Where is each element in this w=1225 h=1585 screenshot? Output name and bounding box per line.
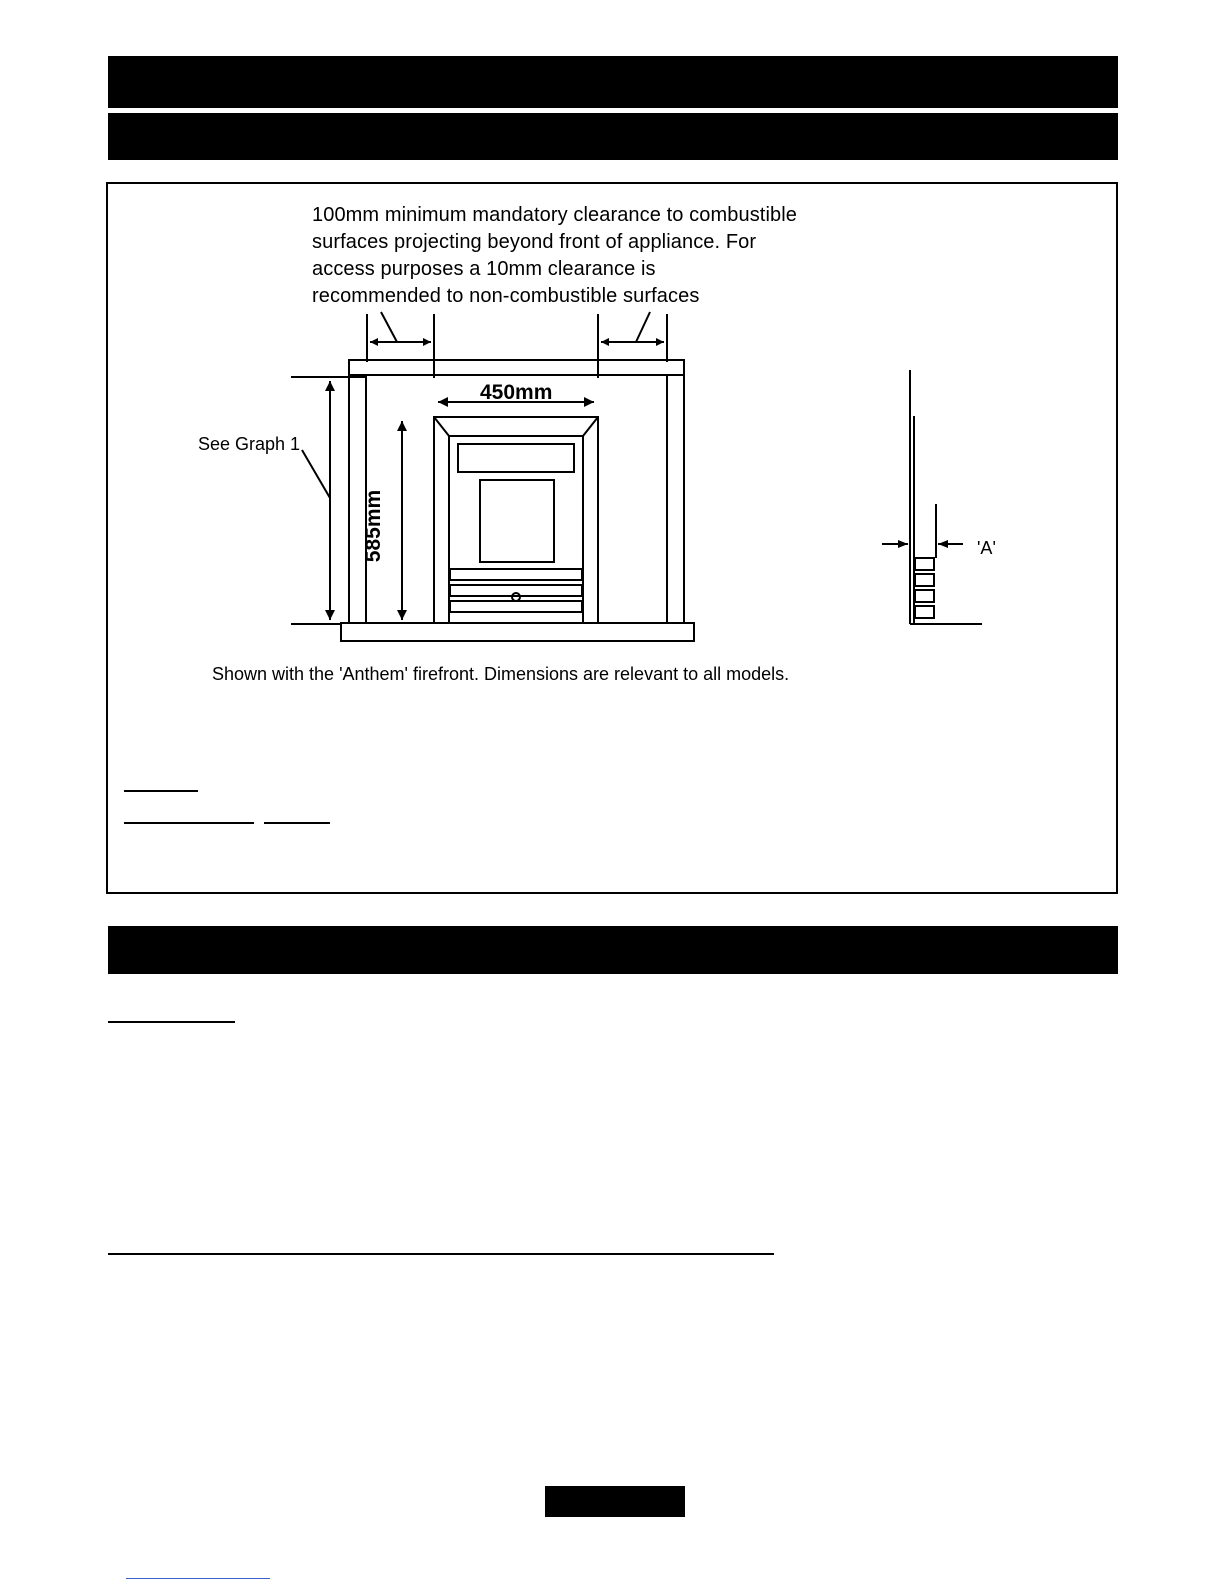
diagram-caption: Shown with the 'Anthem' firefront. Dimensions are relevant to all models.: [212, 664, 790, 684]
width-dimension-label: 450mm: [480, 381, 553, 404]
side-brick-1: [915, 558, 934, 570]
hearth: [341, 623, 694, 641]
clearance-note: [312, 202, 912, 310]
fret-bar-1: [450, 569, 582, 580]
side-clearance-label: 'A': [977, 538, 996, 558]
underline-rule-5: [108, 1253, 774, 1255]
fret-bar-2: [450, 585, 582, 596]
bevel-tr: [583, 417, 598, 436]
note-leader-right: [636, 312, 650, 342]
underline-rule-1: [124, 790, 198, 792]
section-header-bar-2: [108, 113, 1118, 160]
side-brick-4: [915, 606, 934, 618]
firefront-canopy: [458, 444, 574, 472]
note-line-4: recommended to non-combustible surfaces: [312, 285, 700, 307]
graph-reference-label: See Graph 1: [198, 434, 301, 454]
note-line-1: 100mm minimum mandatory clearance to combustible: [312, 204, 797, 226]
page-number-box: [545, 1486, 685, 1517]
side-brick-2: [915, 574, 934, 586]
bevel-tl: [434, 417, 449, 436]
height-dimension-label: 585mm: [362, 489, 386, 563]
graph-leader: [302, 450, 330, 498]
underline-rule-3: [264, 822, 330, 824]
mantel-shelf: [349, 360, 684, 375]
section-header-bar-1: [108, 56, 1118, 108]
firefront-inner: [449, 436, 583, 623]
note-line-2: surfaces projecting beyond front of appliance. For: [312, 231, 757, 253]
side-brick-3: [915, 590, 934, 602]
note-line-3: access purposes a 10mm clearance is: [312, 258, 656, 280]
section-header-bar-3: [108, 926, 1118, 974]
underline-rule-2: [124, 822, 254, 824]
mantel-right-leg: [667, 375, 684, 623]
note-leader-left: [381, 312, 397, 342]
firefront-window: [480, 480, 554, 562]
fireplace-diagram-panel: [106, 182, 1118, 894]
fret-bar-3: [450, 601, 582, 612]
footer-link-rule: [126, 1578, 270, 1579]
underline-rule-4: [108, 1021, 235, 1023]
